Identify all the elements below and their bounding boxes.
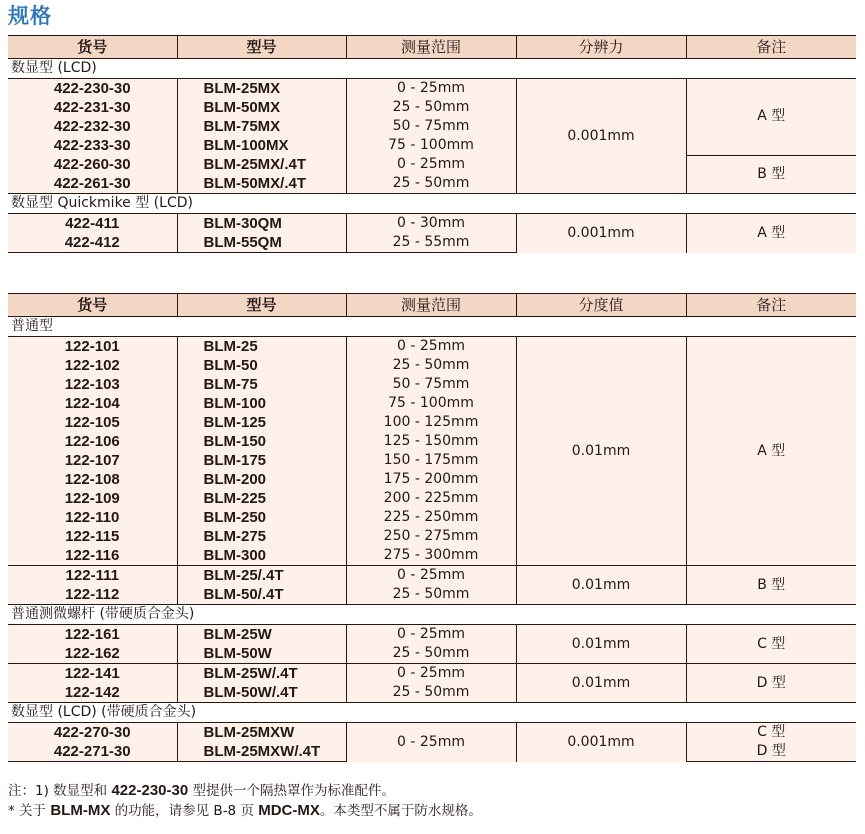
model-name: BLM-25MX — [177, 79, 346, 99]
model-name: BLM-250 — [177, 508, 346, 527]
model-name: BLM-175 — [177, 451, 346, 470]
measuring-range: 75 - 100mm — [346, 136, 516, 155]
group-row — [8, 317, 856, 337]
item-code: 422-260-30 — [8, 155, 177, 174]
footnote-1-prefix: 注：1) 数显型和 — [8, 783, 112, 799]
measuring-range: 0 - 30mm — [346, 214, 516, 234]
model-name: BLM-125 — [177, 413, 346, 432]
measuring-range: 275 - 300mm — [346, 546, 516, 566]
header-note: 备注 — [686, 36, 856, 59]
model-name: BLM-30QM — [177, 214, 346, 234]
model-name: BLM-25W — [177, 625, 346, 645]
model-name: BLM-25/.4T — [177, 566, 346, 586]
table-header-row — [8, 36, 856, 59]
note-cell: A 型 — [686, 214, 856, 253]
spec-table-standard — [8, 293, 856, 762]
graduation-cell: 0.001mm — [516, 723, 686, 762]
measuring-range: 0 - 25mm — [346, 566, 516, 586]
measuring-range: 0 - 25mm — [346, 625, 516, 645]
model-name: BLM-100MX — [177, 136, 346, 155]
table-row — [8, 214, 856, 234]
measuring-range: 150 - 175mm — [346, 451, 516, 470]
item-code: 122-101 — [8, 337, 177, 357]
footnotes — [8, 781, 482, 821]
table-row — [8, 79, 856, 99]
item-code: 422-270-30 — [8, 723, 177, 743]
resolution-cell: 0.001mm — [516, 214, 686, 253]
measuring-range: 0 - 25mm — [346, 337, 516, 357]
note-cell: B 型 — [686, 566, 856, 605]
group-name: 普通型 — [8, 317, 856, 337]
footnote-2 — [8, 801, 482, 821]
item-code: 422-271-30 — [8, 742, 177, 762]
measuring-range: 0 - 25mm — [346, 79, 516, 99]
group-name: 数显型 (LCD) — [8, 59, 856, 79]
measuring-range: 0 - 25mm — [346, 664, 516, 684]
item-code: 122-141 — [8, 664, 177, 684]
model-name: BLM-100 — [177, 394, 346, 413]
header-code: 货号 — [8, 36, 177, 59]
note-cell: C 型 — [686, 723, 856, 743]
group-row — [8, 59, 856, 79]
table-row — [8, 155, 856, 174]
item-code: 122-115 — [8, 527, 177, 546]
measuring-range: 50 - 75mm — [346, 117, 516, 136]
note-cell: A 型 — [686, 79, 856, 156]
item-code: 122-142 — [8, 683, 177, 703]
group-row — [8, 703, 856, 723]
footnote-1 — [8, 781, 482, 801]
item-code: 122-162 — [8, 644, 177, 664]
measuring-range: 75 - 100mm — [346, 394, 516, 413]
footnote-1-suffix: 型提供一个隔热罩作为标准配件。 — [188, 783, 395, 799]
graduation-cell: 0.01mm — [516, 337, 686, 566]
measuring-range: 25 - 50mm — [346, 174, 516, 194]
item-code: 122-111 — [8, 566, 177, 586]
item-code: 122-110 — [8, 508, 177, 527]
footnote-2-model: BLM-MX — [50, 802, 111, 819]
model-name: BLM-50/.4T — [177, 585, 346, 605]
page-title: 规格 — [8, 4, 52, 28]
model-name: BLM-25MX/.4T — [177, 155, 346, 174]
group-name: 数显型 Quickmike 型 (LCD) — [8, 194, 856, 214]
item-code: 122-106 — [8, 432, 177, 451]
item-code: 422-412 — [8, 233, 177, 253]
measuring-range: 200 - 225mm — [346, 489, 516, 508]
header-model: 型号 — [177, 294, 346, 317]
resolution-cell: 0.001mm — [516, 79, 686, 194]
item-code: 122-105 — [8, 413, 177, 432]
note-cell: C 型 — [686, 625, 856, 664]
model-name: BLM-50W/.4T — [177, 683, 346, 703]
note-cell: D 型 — [686, 664, 856, 703]
model-name: BLM-25MXW — [177, 723, 346, 743]
item-code: 122-107 — [8, 451, 177, 470]
model-name: BLM-55QM — [177, 233, 346, 253]
measuring-range: 100 - 125mm — [346, 413, 516, 432]
item-code: 422-261-30 — [8, 174, 177, 194]
item-code: 122-104 — [8, 394, 177, 413]
item-code: 122-116 — [8, 546, 177, 566]
group-name: 数显型 (LCD) (带硬质合金头) — [8, 703, 856, 723]
item-code: 422-230-30 — [8, 79, 177, 99]
model-name: BLM-75 — [177, 375, 346, 394]
measuring-range: 125 - 150mm — [346, 432, 516, 451]
header-range: 测量范围 — [346, 294, 516, 317]
measuring-range: 0 - 25mm — [346, 723, 516, 762]
model-name: BLM-200 — [177, 470, 346, 489]
item-code: 122-112 — [8, 585, 177, 605]
item-code: 422-232-30 — [8, 117, 177, 136]
graduation-cell: 0.01mm — [516, 625, 686, 664]
model-name: BLM-25 — [177, 337, 346, 357]
model-name: BLM-25W/.4T — [177, 664, 346, 684]
note-cell: B 型 — [686, 155, 856, 194]
model-name: BLM-50W — [177, 644, 346, 664]
item-code: 122-109 — [8, 489, 177, 508]
table-row — [8, 566, 856, 586]
group-row — [8, 194, 856, 214]
header-model: 型号 — [177, 36, 346, 59]
header-range: 测量范围 — [346, 36, 516, 59]
model-name: BLM-50MX — [177, 98, 346, 117]
measuring-range: 250 - 275mm — [346, 527, 516, 546]
table-row — [8, 625, 856, 645]
header-graduation: 分度值 — [516, 294, 686, 317]
model-name: BLM-150 — [177, 432, 346, 451]
model-name: BLM-25MXW/.4T — [177, 742, 346, 762]
measuring-range: 25 - 50mm — [346, 644, 516, 664]
header-code: 货号 — [8, 294, 177, 317]
header-note: 备注 — [686, 294, 856, 317]
measuring-range: 0 - 25mm — [346, 155, 516, 174]
header-resolution: 分辨力 — [516, 36, 686, 59]
measuring-range: 25 - 50mm — [346, 683, 516, 703]
spec-table-digital — [8, 35, 856, 253]
item-code: 122-161 — [8, 625, 177, 645]
group-name: 普通测微螺杆 (带硬质合金头) — [8, 605, 856, 625]
item-code: 122-108 — [8, 470, 177, 489]
measuring-range: 25 - 55mm — [346, 233, 516, 253]
model-name: BLM-225 — [177, 489, 346, 508]
table-header-row — [8, 294, 856, 317]
item-code: 122-102 — [8, 356, 177, 375]
model-name: BLM-50MX/.4T — [177, 174, 346, 194]
table-row — [8, 664, 856, 684]
model-name: BLM-275 — [177, 527, 346, 546]
measuring-range: 25 - 50mm — [346, 356, 516, 375]
note-cell: D 型 — [686, 742, 856, 762]
measuring-range: 175 - 200mm — [346, 470, 516, 489]
footnote-1-code: 422-230-30 — [111, 782, 189, 799]
item-code: 422-233-30 — [8, 136, 177, 155]
footnote-2-suffix: 。本类型不属于防水规格。 — [319, 803, 482, 819]
model-name: BLM-300 — [177, 546, 346, 566]
measuring-range: 25 - 50mm — [346, 585, 516, 605]
group-row — [8, 605, 856, 625]
graduation-cell: 0.01mm — [516, 664, 686, 703]
model-name: BLM-50 — [177, 356, 346, 375]
measuring-range: 25 - 50mm — [346, 98, 516, 117]
note-cell: A 型 — [686, 337, 856, 566]
table-row — [8, 337, 856, 357]
model-name: BLM-75MX — [177, 117, 346, 136]
graduation-cell: 0.01mm — [516, 566, 686, 605]
footnote-2-prefix: * 关于 — [8, 803, 51, 819]
footnote-2-mid: 的功能，请参见 B-8 页 — [110, 803, 259, 819]
measuring-range: 50 - 75mm — [346, 375, 516, 394]
footnote-2-ref: MDC-MX — [258, 802, 320, 819]
item-code: 122-103 — [8, 375, 177, 394]
measuring-range: 225 - 250mm — [346, 508, 516, 527]
item-code: 422-231-30 — [8, 98, 177, 117]
table-row — [8, 723, 856, 743]
item-code: 422-411 — [8, 214, 177, 234]
